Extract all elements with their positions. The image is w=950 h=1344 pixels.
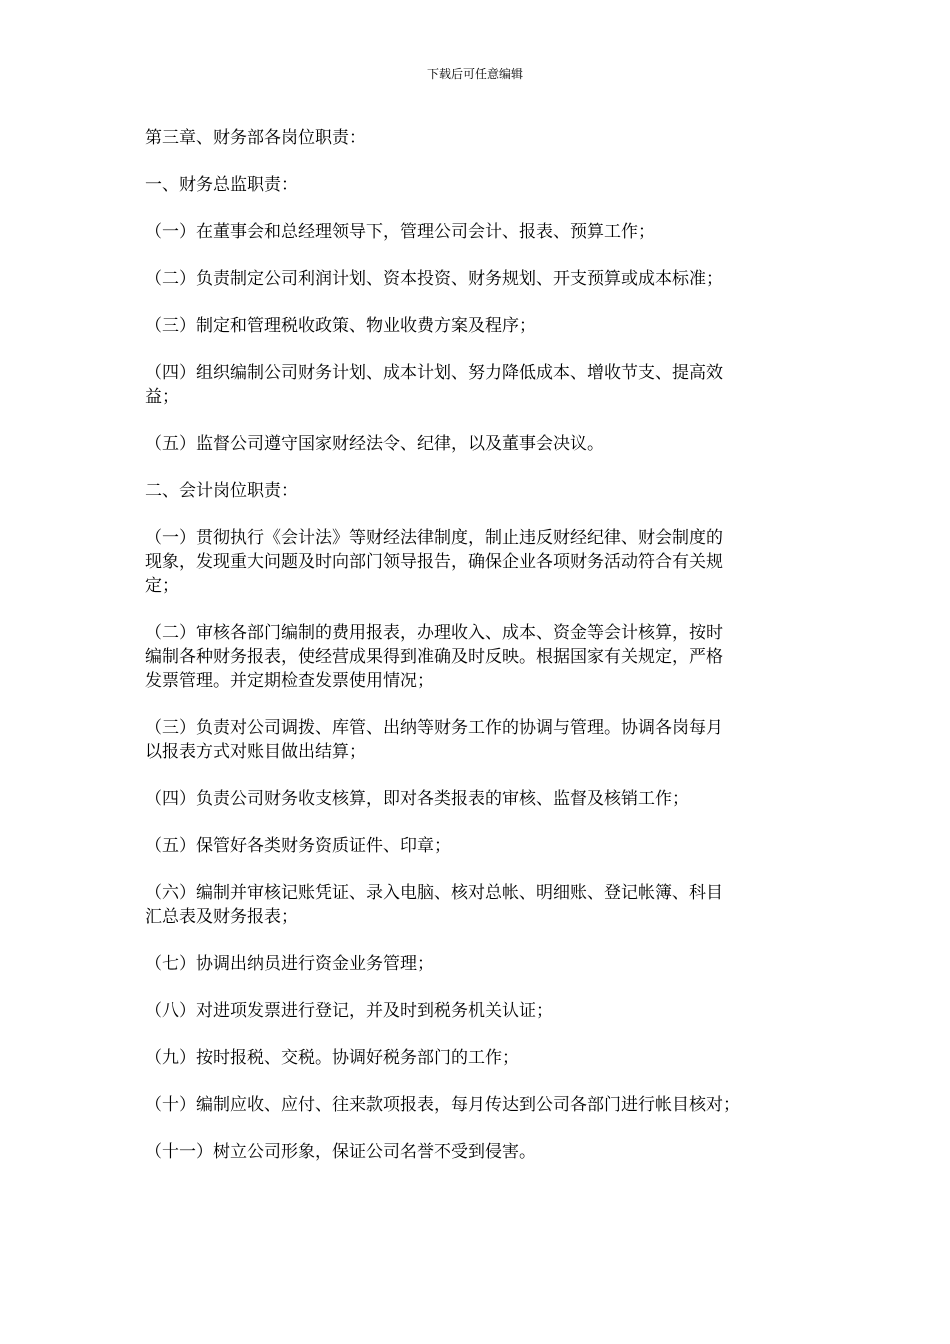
list-item	[145, 716, 805, 764]
list-item	[145, 1093, 805, 1117]
text-line: （四）负责公司财务收支核算，即对各类报表的审核、监督及核销工作；	[145, 789, 689, 809]
text-line: （二）审核各部门编制的费用报表，办理收入、成本、资金等会计核算，按时	[145, 623, 723, 643]
document-body	[145, 126, 805, 1187]
text-line: （三）制定和管理税收政策、物业收费方案及程序；	[145, 316, 536, 336]
list-item	[145, 432, 805, 456]
text-line: 现象，发现重大问题及时向部门领导报告，确保企业各项财务活动符合有关规	[145, 552, 723, 572]
text-line: 第三章、财务部各岗位职责：	[145, 128, 366, 148]
text-line: （十）编制应收、应付、往来款项报表，每月传达到公司各部门进行帐目核对；	[145, 1095, 740, 1115]
list-item	[145, 220, 805, 244]
list-item	[145, 881, 805, 929]
list-item	[145, 1140, 805, 1164]
text-line: （五）监督公司遵守国家财经法令、纪律，以及董事会决议。	[145, 434, 604, 454]
text-line: （一）在董事会和总经理领导下，管理公司会计、报表、预算工作；	[145, 222, 655, 242]
text-line: 编制各种财务报表，使经营成果得到准确及时反映。根据国家有关规定，严格	[145, 647, 723, 667]
text-line: （六）编制并审核记账凭证、录入电脑、核对总帐、明细账、登记帐簿、科目	[145, 883, 723, 903]
text-line: （二）负责制定公司利润计划、资本投资、财务规划、开支预算或成本标准；	[145, 269, 723, 289]
text-line: 定；	[145, 576, 179, 596]
section-heading	[145, 479, 805, 503]
page-header: 下载后可任意编辑	[426, 67, 523, 81]
list-item	[145, 621, 805, 693]
list-item	[145, 314, 805, 338]
text-line: （四）组织编制公司财务计划、成本计划、努力降低成本、增收节支、提高效	[145, 363, 723, 383]
list-item	[145, 787, 805, 811]
text-line: （三）负责对公司调拨、库管、出纳等财务工作的协调与管理。协调各岗每月	[145, 718, 723, 738]
list-item	[145, 952, 805, 976]
text-line: （九）按时报税、交税。协调好税务部门的工作；	[145, 1048, 519, 1068]
chapter-title	[145, 126, 805, 150]
text-line: （七）协调出纳员进行资金业务管理；	[145, 954, 434, 974]
list-item	[145, 999, 805, 1023]
text-line: （一）贯彻执行《会计法》等财经法律制度，制止违反财经纪律、财会制度的	[145, 528, 723, 548]
text-line: 发票管理。并定期检查发票使用情况；	[145, 671, 434, 691]
text-line: （五）保管好各类财务资质证件、印章；	[145, 836, 451, 856]
list-item	[145, 834, 805, 858]
list-item	[145, 361, 805, 409]
text-line: （八）对进项发票进行登记，并及时到税务机关认证；	[145, 1001, 553, 1021]
list-item	[145, 526, 805, 598]
list-item	[145, 267, 805, 291]
text-line: 益；	[145, 387, 179, 407]
list-item	[145, 1046, 805, 1070]
text-line: 以报表方式对账目做出结算；	[145, 742, 366, 762]
section-heading	[145, 173, 805, 197]
text-line: 一、财务总监职责：	[145, 175, 298, 195]
text-line: 汇总表及财务报表；	[145, 907, 298, 927]
text-line: （十一）树立公司形象，保证公司名誉不受到侵害。	[145, 1142, 536, 1162]
text-line: 二、会计岗位职责：	[145, 481, 298, 501]
